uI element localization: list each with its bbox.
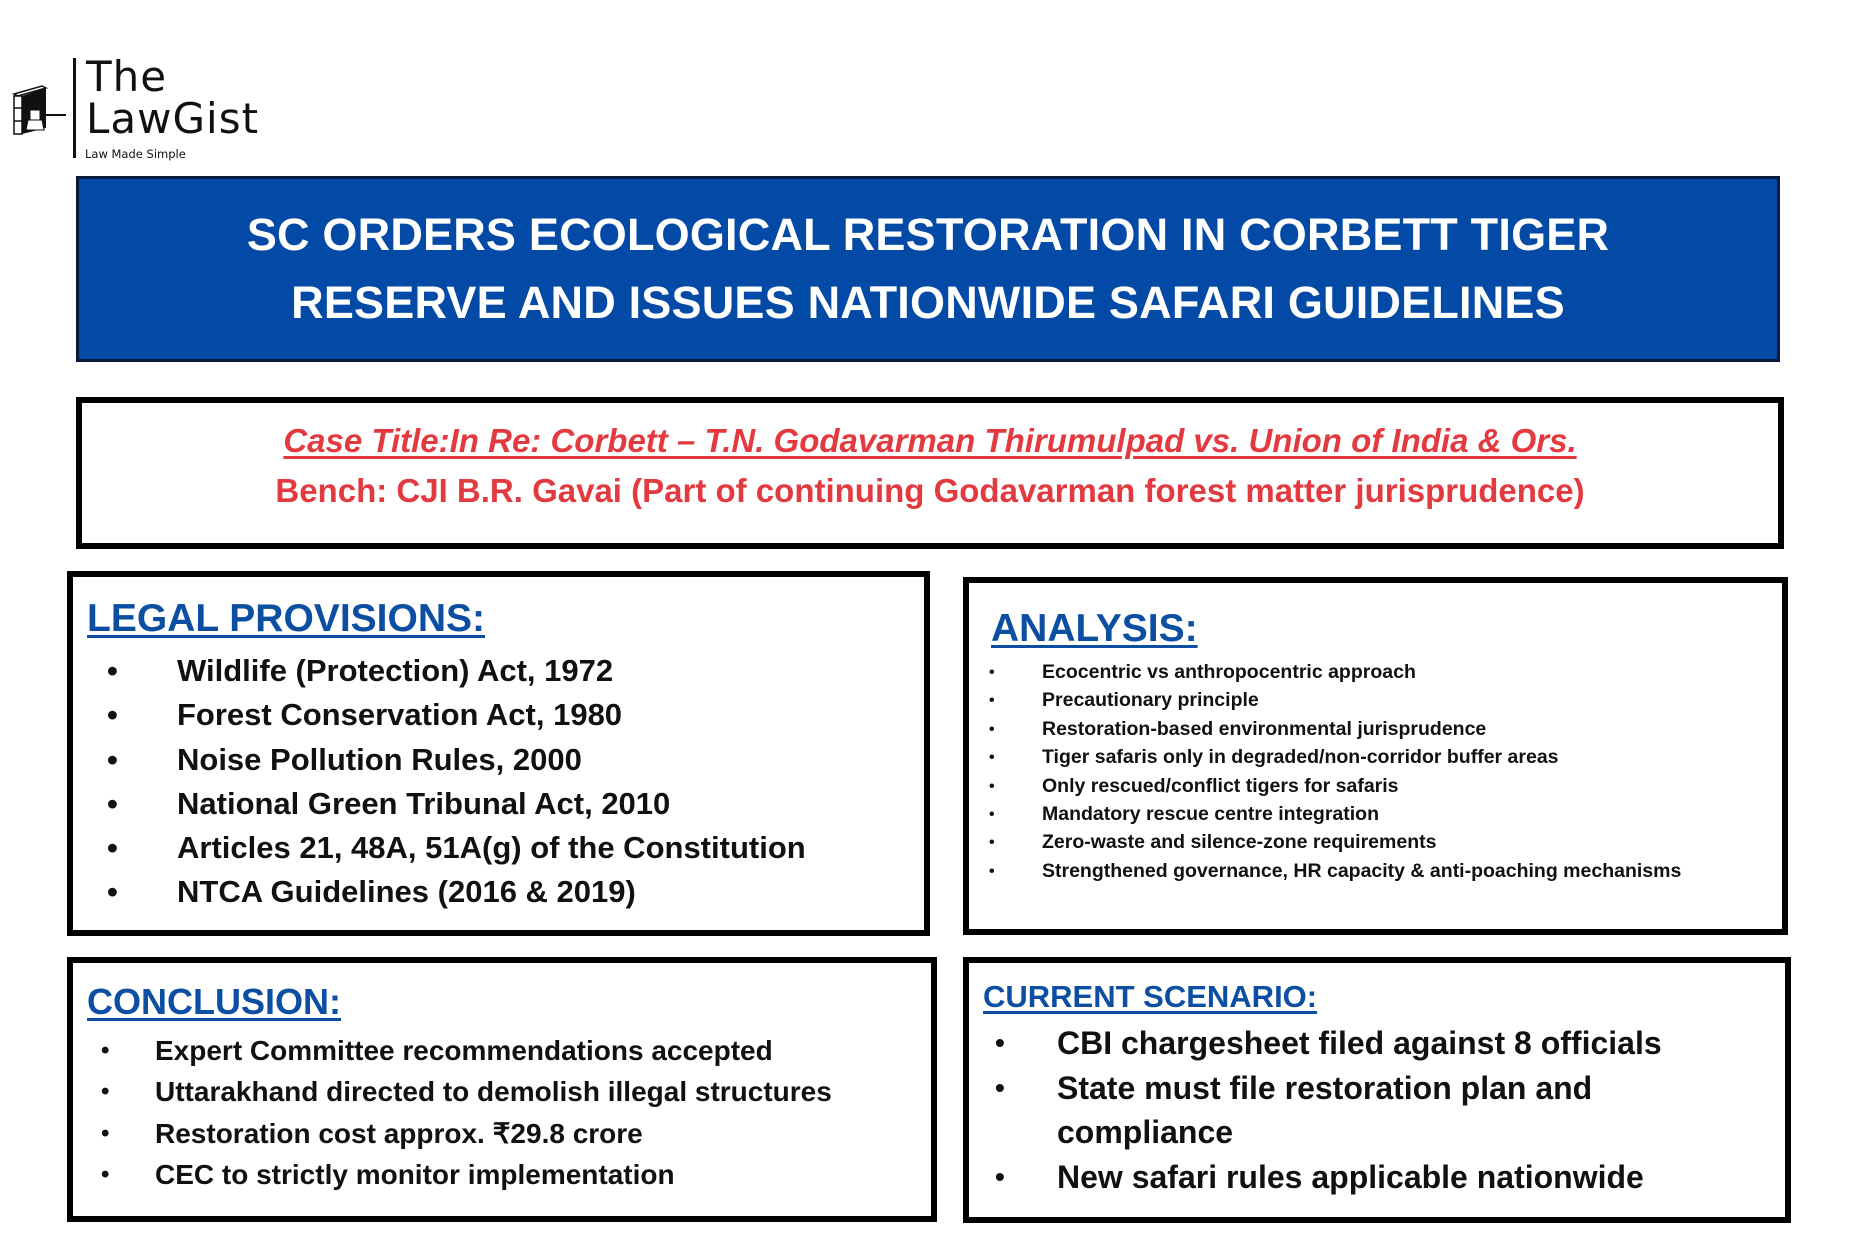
legal-provisions-list	[103, 649, 806, 915]
bullet-icon: •	[989, 692, 995, 710]
list-item: • Tiger safaris only in degraded/non-corridor buffer areas	[989, 743, 1681, 771]
list-item: • Expert Committee recommendations accepted	[101, 1030, 832, 1071]
list-item: • Strengthened governance, HR capacity & anti-poaching mechanisms	[989, 857, 1681, 885]
logo-text-the: The	[86, 52, 168, 101]
case-title: Case Title:In Re: Corbett – T.N. Godavarman Thirumulpad vs. Union of India & Ors.	[283, 422, 1577, 459]
logo-tagline: Law Made Simple	[85, 147, 186, 161]
legal-provisions-box	[67, 571, 930, 936]
bullet-icon: •	[107, 830, 118, 866]
list-item: • State must file restoration plan and compliance	[995, 1066, 1662, 1155]
list-item: • CBI chargesheet filed against 8 officials	[995, 1021, 1662, 1066]
logo-divider	[73, 58, 76, 158]
list-item: • Only rescued/conflict tigers for safaris	[989, 772, 1681, 800]
list-item: • Ecocentric vs anthropocentric approach	[989, 658, 1681, 686]
analysis-list	[989, 658, 1681, 885]
list-item: • National Green Tribunal Act, 2010	[103, 782, 806, 826]
bullet-icon: •	[101, 1037, 110, 1064]
case-info-box	[76, 397, 1784, 549]
book-gavel-icon	[12, 84, 68, 136]
banner-title-line-1: SC ORDERS ECOLOGICAL RESTORATION IN CORBETT TIGER	[246, 209, 1610, 260]
analysis-box	[963, 577, 1788, 935]
bullet-icon: •	[995, 1071, 1005, 1103]
list-item: • Forest Conservation Act, 1980	[103, 693, 806, 737]
list-item: • Zero-waste and silence-zone requirements	[989, 828, 1681, 856]
bullet-icon: •	[989, 806, 995, 824]
bullet-icon: •	[989, 664, 995, 681]
list-item: • Noise Pollution Rules, 2000	[103, 738, 806, 782]
conclusion-box	[67, 957, 937, 1222]
current-scenario-list	[995, 1021, 1662, 1199]
list-item: • CEC to strictly monitor implementation	[101, 1154, 832, 1195]
bullet-icon: •	[107, 741, 118, 777]
current-scenario-heading: CURRENT SCENARIO:	[983, 979, 1318, 1014]
list-item: • Uttarakhand directed to demolish illegal structures	[101, 1071, 832, 1112]
logo-text-lawgist: LawGist	[86, 94, 260, 143]
bullet-icon: •	[101, 1119, 110, 1147]
list-item: • Restoration cost approx. ₹29.8 crore	[101, 1113, 832, 1154]
bullet-icon: •	[107, 653, 118, 688]
conclusion-heading: CONCLUSION:	[87, 981, 341, 1022]
bullet-icon: •	[107, 697, 118, 733]
bullet-icon: •	[989, 834, 995, 852]
list-item: • New safari rules applicable nationwide	[995, 1155, 1662, 1200]
list-item: • Precautionary principle	[989, 686, 1681, 714]
bullet-icon: •	[989, 862, 995, 880]
bullet-icon: •	[101, 1078, 110, 1106]
bullet-icon: •	[989, 777, 995, 795]
current-scenario-box	[963, 957, 1791, 1223]
list-item: • NTCA Guidelines (2016 & 2019)	[103, 870, 806, 914]
bullet-icon: •	[107, 874, 118, 910]
conclusion-list	[101, 1030, 832, 1195]
bullet-icon: •	[989, 749, 995, 767]
list-item: • Mandatory rescue centre integration	[989, 800, 1681, 828]
bullet-icon: •	[989, 720, 995, 738]
analysis-heading: ANALYSIS:	[991, 607, 1198, 650]
banner-title-line-2: RESERVE AND ISSUES NATIONWIDE SAFARI GUIDELINES	[291, 277, 1565, 328]
legal-provisions-heading: LEGAL PROVISIONS:	[87, 597, 485, 640]
bullet-icon: •	[995, 1027, 1005, 1058]
list-item: • Restoration-based environmental jurisprudence	[989, 715, 1681, 743]
bullet-icon: •	[107, 785, 118, 821]
bullet-icon: •	[101, 1160, 110, 1188]
list-item: • Wildlife (Protection) Act, 1972	[103, 649, 806, 693]
bullet-icon: •	[995, 1160, 1005, 1192]
case-bench: Bench: CJI B.R. Gavai (Part of continuing Godavarman forest matter jurisprudence)	[275, 472, 1585, 509]
list-item: • Articles 21, 48A, 51A(g) of the Constitution	[103, 826, 806, 870]
title-banner	[76, 176, 1780, 362]
